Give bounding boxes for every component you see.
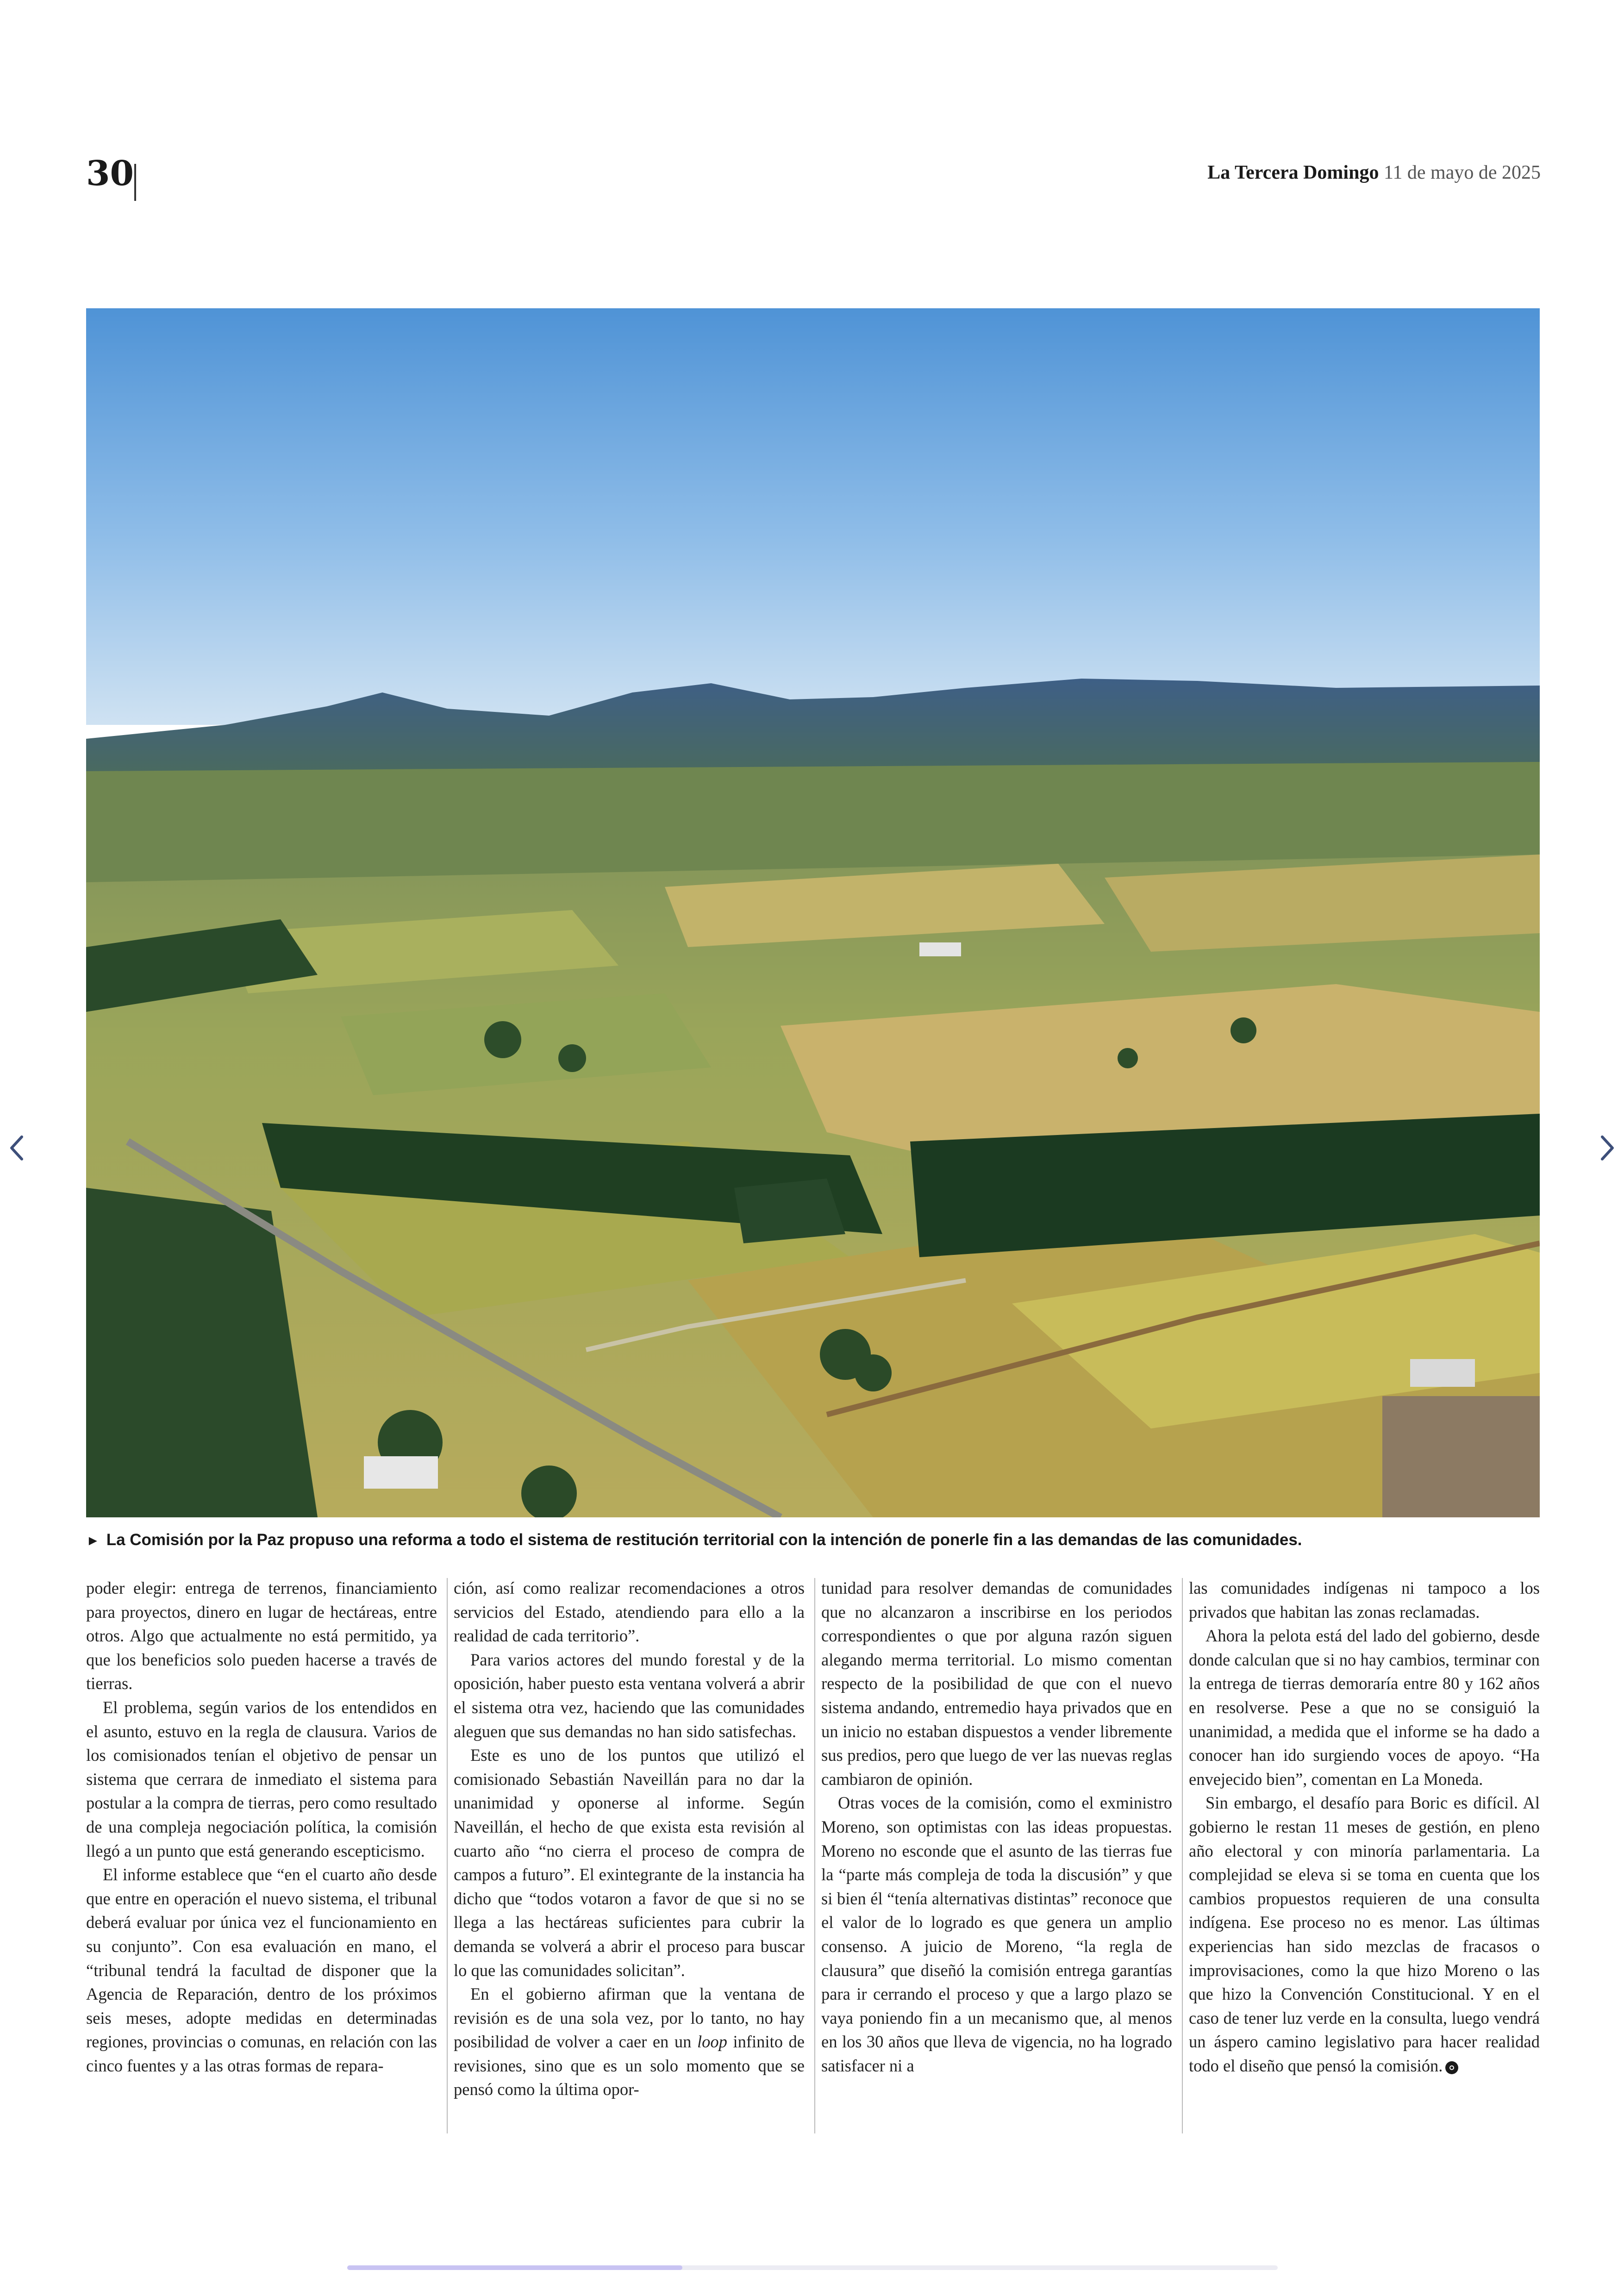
aerial-farmland-photo — [86, 308, 1540, 1517]
article-column-1 — [86, 1576, 437, 2139]
caption-text: La Comisión por la Paz propuso una reforma a todo el sistema de restitución territorial con la intención de ponerle fin a las demandas de las comunidades. — [106, 1531, 1302, 1549]
previous-page-button[interactable] — [3, 1129, 31, 1166]
paragraph: Para varios actores del mundo forestal y de la oposición, haber puesto esta ventana volverá a abrir el sistema otra vez, haciendo que las comunidades aleguen que sus demandas no han sido satisfechas. — [454, 1650, 805, 1741]
horizontal-scrollbar[interactable] — [347, 2265, 1278, 2270]
next-page-button[interactable] — [1593, 1129, 1621, 1166]
page-number-divider — [134, 164, 136, 201]
paragraph: poder elegir: entrega de terrenos, financiamiento para proyectos, dinero en lugar de hectáreas, entre otros. Algo que actualmente no está permitido, ya que los beneficios solo pueden hacerse a través de tierras. — [86, 1578, 437, 1693]
article-column-3 — [821, 1576, 1172, 2139]
paragraph — [1189, 1791, 1540, 2077]
issue-date: 11 de mayo de 2025 — [1383, 162, 1541, 183]
article-column-4 — [1189, 1576, 1540, 2139]
page-number: 30 — [86, 154, 134, 193]
chevron-right-icon — [1599, 1135, 1615, 1161]
text-run: Sin embargo, el desafío para Boric es difícil. Al gobierno le restan 11 meses de gestión, en pleno año electoral y con minoría parlamentaria. La complejidad se eleva si se toma en cuenta que los cambios propuestos requieren de una consulta indígena. Ese proceso no es menor. Las últimas experiencias han sido mezclas de fracasos o improvisaciones, como la que hizo Moreno o las que hizo la Convención Constitucional. Y en el caso de tener luz verde en la consulta, luego vendrá un áspero camino legislativo para hacer realidad todo el diseño que pensó la comisión. — [1189, 1793, 1540, 2075]
paragraph: ción, así como realizar recomendaciones a otros servicios del Estado, atendiendo para ello a la realidad de cada territorio”. — [454, 1578, 805, 1646]
paragraph: Este es uno de los puntos que utilizó el comisionado Sebastián Naveillán para no dar la unanimidad y oponerse al informe. Según Naveillán, el hecho de que exista esta revisión al cuarto año “no cierra el proceso de compra de campos a futuro”. El exintegrante de la instancia ha dicho que “todos votaron a favor de que si no se llega a las hectáreas suficientes para cubrir la demanda se volverá a abrir el proceso para buscar lo que las comunidades solicitan”. — [454, 1746, 805, 1980]
caption-marker: ► — [86, 1533, 100, 1548]
paragraph: Otras voces de la comisión, como el exministro Moreno, son optimistas con las ideas propuestas. Moreno no esconde que el asunto de las tierras fue la “parte más compleja de toda la discusión” y que si bien él “tenía alternativas distintas” reconoce que el valor de lo logrado es que genera un amplio consenso. A juicio de Moreno, “la regla de clausura” que diseñó la comisión entrega garantías para ir cerrando el proceso y que a largo plazo se vaya poniendo fin a un mecanismo que, al menos en los 30 años que lleva de vigencia, no ha logrado satisfacer ni a — [821, 1793, 1172, 2075]
article-body — [86, 1576, 1540, 2139]
column-divider — [447, 1578, 448, 2133]
column-divider — [1182, 1578, 1183, 2133]
end-of-article-icon — [1445, 2061, 1458, 2074]
italic-term: loop — [697, 2032, 727, 2052]
article-column-2 — [454, 1576, 805, 2139]
paragraph: Ahora la pelota está del lado del gobierno, desde donde calculan que si no hay cambios, terminar con la entrega de tierras demoraría entre 80 y 162 años en resolverse. Pese a que no se consiguió la unanimidad, a medida que el informe se ha dado a conocer han ido surgiendo voces de apoyo. “Ha envejecido bien”, comentan en La Moneda. — [1189, 1626, 1540, 1789]
scrollbar-thumb[interactable] — [347, 2265, 682, 2270]
photo-caption — [86, 1530, 1540, 1551]
text-run: infinito de revisiones, sino que es un solo momento que se pensó como la última opor- — [454, 2032, 805, 2099]
paragraph: El informe establece que “en el cuarto año desde que entre en operación el nuevo sistema, el tribunal deberá evaluar por única vez el funcionamiento en su conjunto”. Con esa evaluación en mano, el “tribunal tendrá la facultad de disponer que la Agencia de Reparación, dentro de los próximos seis meses, adopte medidas en determinadas regiones, provincias o comunas, en relación con las cinco fuentes y a las otras formas de repara- — [86, 1865, 437, 2075]
chevron-left-icon — [9, 1135, 25, 1161]
paper-name: La Tercera Domingo — [1207, 162, 1379, 183]
text-run: En el gobierno afirman que la ventana de revisión es de una sola vez, por lo tanto, no hay posibilidad de volver a caer en un — [454, 1984, 805, 2052]
paragraph — [454, 1982, 805, 2102]
paragraph: tunidad para resolver demandas de comunidades que no alcanzaron a inscribirse en los periodos correspondientes o que por alguna razón siguen alegando merma territorial. Lo mismo comentan respecto de la posibilidad de que con el nuevo sistema andando, entremedio haya privados que en un inicio no estaban dispuestos a vender libremente sus predios, pero que luego de ver las nuevas reglas cambiaron de opinión. — [821, 1578, 1172, 1789]
column-divider — [814, 1578, 815, 2133]
paragraph: El problema, según varios de los entendidos en el asunto, estuvo en la regla de clausura. Varios de los comisionados tenían el objetivo de pensar un sistema que cerrara de inmediato el sistema para postular a la compra de tierras, pero como resultado de una compleja negociación política, la comisión llegó a un punto que está generando escepticismo. — [86, 1697, 437, 1860]
masthead — [1207, 163, 1541, 182]
paragraph: las comunidades indígenas ni tampoco a los privados que habitan las zonas reclamadas. — [1189, 1578, 1540, 1621]
